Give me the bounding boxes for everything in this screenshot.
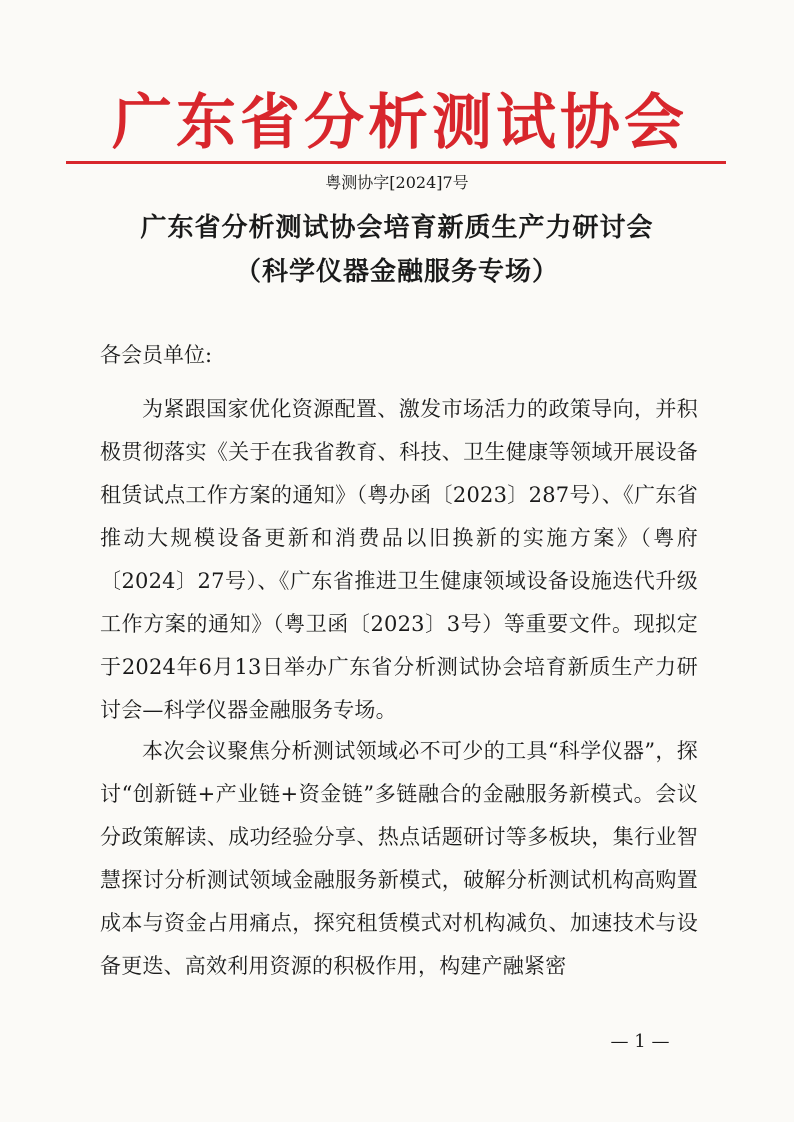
page-number: — 1 — [610,1031,670,1052]
document-title-line1: 广东省分析测试协会培育新质生产力研讨会 [140,213,654,243]
salutation: 各会员单位: [100,343,213,367]
document-title-line2: （科学仪器金融服务专场） [234,257,559,287]
body-paragraph-2: 本次会议聚焦分析测试领域必不可少的工具“科学仪器”，探讨“创新链+产业链+资金链”多链融合的金融服务新模式。会议分政策解读、成功经验分享、热点话题研讨等多板块，集行业智慧探讨分析测试领域金融服务新模式，破解分析测试机构高购置成本与资金占用痛点，探究租赁模式对机构减负、加速技术与设备更迭、高效利用资源的积极作用，构建产融紧密 [100,739,698,978]
document-number: 粤测协字[2024]7号 [325,173,469,192]
organization-letterhead: 广东省分析测试协会 [112,88,688,158]
body-paragraph-1: 为紧跟国家优化资源配置、激发市场活力的政策导向，并积极贯彻落实《关于在我省教育、科技、卫生健康等领域开展设备租赁试点工作方案的通知》（粤办函〔2023〕287号）、《广东省推动大规模设备更新和消费品以旧换新的实施方案》（粤府〔2024〕27号）、《广东省推进卫生健康领域设备设施迭代升级工作方案的通知》（粤卫函〔2023〕3号）等重要文件。现拟定于2024年6月13日举办广东省分析测试协会培育新质生产力研讨会—科学仪器金融服务专场。 [100,397,698,722]
letterhead-red-rule [66,161,726,164]
